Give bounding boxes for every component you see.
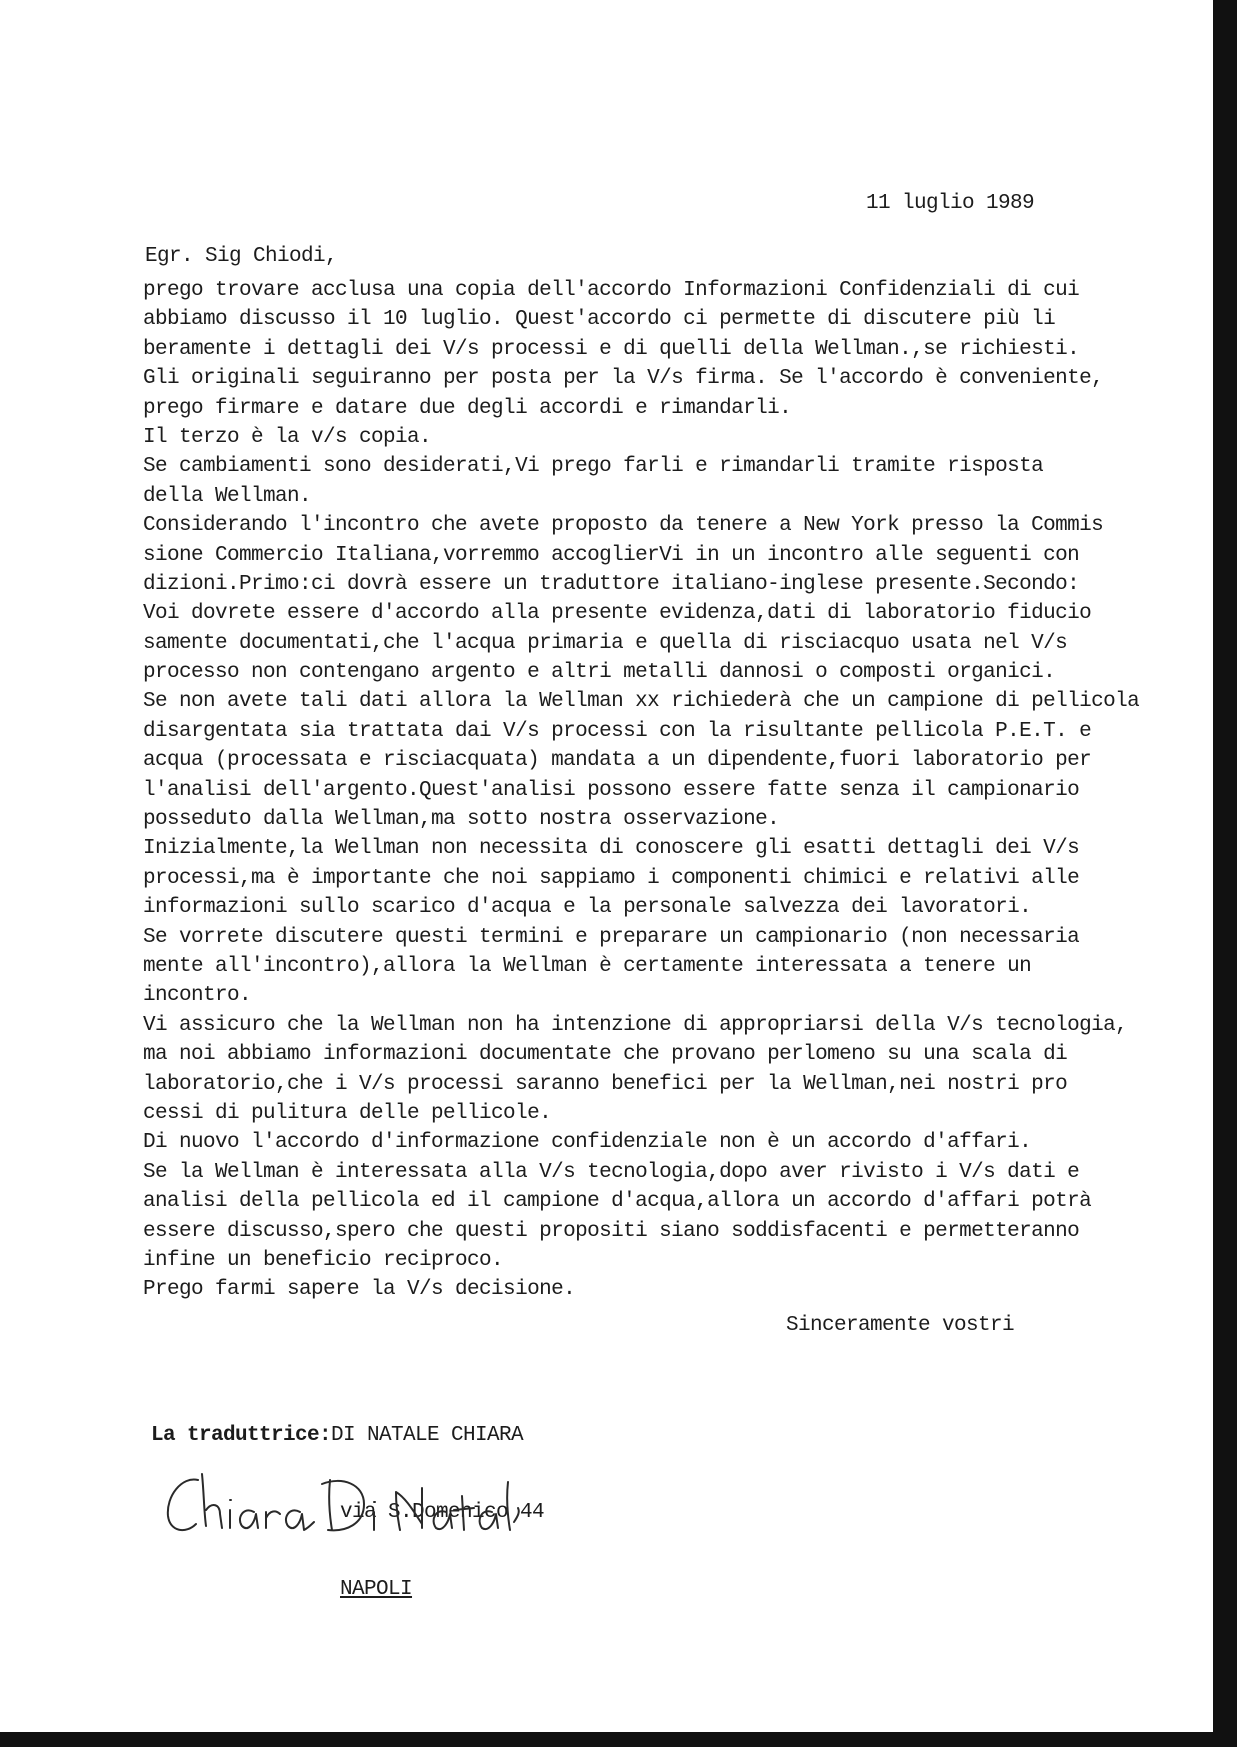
body-line: laboratorio,che i V/s processi saranno benefici per la Wellman,nei nostri pro [143, 1072, 1068, 1096]
body-line: della Wellman. [143, 484, 312, 508]
body-line: incontro. [143, 984, 252, 1008]
translator-street: via S.Domenico 44 [340, 1501, 545, 1524]
body-line: Inizialmente,la Wellman non necessita di conoscere gli esatti dettagli dei V/s [143, 837, 1080, 861]
letter-date: 11 luglio 1989 [866, 192, 1035, 215]
body-line: informazioni sullo scarico d'acqua e la personale salvezza dei lavoratori. [143, 896, 1032, 920]
translator-name-row [151, 1420, 544, 1451]
translator-label: La traduttrice: [151, 1424, 332, 1447]
letter-body [143, 276, 1139, 1305]
body-line: Il terzo è la v/s copia. [143, 425, 432, 449]
body-line: Gli originali seguiranno per posta per la V/s firma. Se l'accordo è conveniente, [143, 367, 1104, 391]
body-line: prego trovare acclusa una copia dell'accordo Informazioni Confidenziali di cui [143, 279, 1080, 302]
closing: Sinceramente vostri [786, 1314, 1015, 1337]
body-line: dizioni.Primo:ci dovrà essere un traduttore italiano-inglese presente.Secondo: [143, 572, 1080, 596]
body-line: Voi dovrete essere d'accordo alla presente evidenza,dati di laboratorio fiducio [143, 602, 1092, 626]
translator-name: DI NATALE CHIARA [331, 1424, 524, 1447]
body-line: abbiamo discusso il 10 luglio. Quest'accordo ci permette di discutere più li [143, 308, 1056, 332]
body-line: Se vorrete discutere questi termini e preparare un campionario (non necessaria [143, 925, 1080, 949]
body-line: prego firmare e datare due degli accordi e rimandarli. [143, 396, 792, 420]
body-line: mente all'incontro),allora la Wellman è certamente interessata a tenere un [143, 954, 1032, 978]
handwritten-signature [162, 1466, 522, 1544]
body-line: acqua (processata e risciacquata) mandata a un dipendente,fuori laboratorio per [143, 749, 1092, 773]
scan-border-bottom [0, 1732, 1237, 1747]
body-line: essere discusso,spero che questi propositi siano soddisfacenti e permetteranno [143, 1219, 1080, 1243]
salutation: Egr. Sig Chiodi, [145, 245, 338, 268]
body-line: analisi della pellicola ed il campione d'acqua,allora un accordo d'affari potrà [143, 1190, 1092, 1214]
body-line: samente documentati,che l'acqua primaria e quella di risciacquo usata nel V/s [143, 631, 1068, 655]
body-line: Vi assicuro che la Wellman non ha intenzione di appropriarsi della V/s tecnologia, [143, 1013, 1128, 1037]
body-line: Considerando l'incontro che avete proposto da tenere a New York presso la Commis [143, 514, 1104, 538]
body-line: sione Commercio Italiana,vorremmo accoglierVi in un incontro alle seguenti con [143, 543, 1080, 567]
translator-city-row [151, 1574, 544, 1605]
body-line: ma noi abbiamo informazioni documentate che provano perlomeno su una scala di [143, 1043, 1068, 1067]
body-line: processo non contengano argento e altri metalli dannosi o composti organici. [143, 661, 1056, 685]
body-line: l'analisi dell'argento.Quest'analisi possono essere fatte senza il campionario [143, 778, 1080, 802]
body-line: Di nuovo l'accordo d'informazione confidenziale non è un accordo d'affari. [143, 1131, 1032, 1155]
translator-city: NAPOLI [340, 1578, 413, 1601]
body-line: posseduto dalla Wellman,ma sotto nostra osservazione. [143, 808, 780, 832]
body-line: Se non avete tali dati allora la Wellman xx richiederà che un campione di pellicola [143, 690, 1140, 714]
body-line: beramente i dettagli dei V/s processi e di quelli della Wellman.,se richiesti. [143, 337, 1080, 361]
body-line: infine un beneficio reciproco. [143, 1248, 504, 1272]
body-line: Prego farmi sapere la V/s decisione. [143, 1278, 576, 1302]
body-line: Se cambiamenti sono desiderati,Vi prego farli e rimandarli tramite risposta [143, 455, 1044, 479]
body-line: cessi di pulitura delle pellicole. [143, 1101, 552, 1125]
body-line: disargentata sia trattata dai V/s processi con la risultante pellicola P.E.T. e [143, 719, 1092, 743]
body-line: Se la Wellman è interessata alla V/s tecnologia,dopo aver rivisto i V/s dati e [143, 1160, 1080, 1184]
body-line: processi,ma è importante che noi sappiamo i componenti chimici e relativi alle [143, 866, 1080, 890]
scan-border-right [1213, 0, 1237, 1747]
